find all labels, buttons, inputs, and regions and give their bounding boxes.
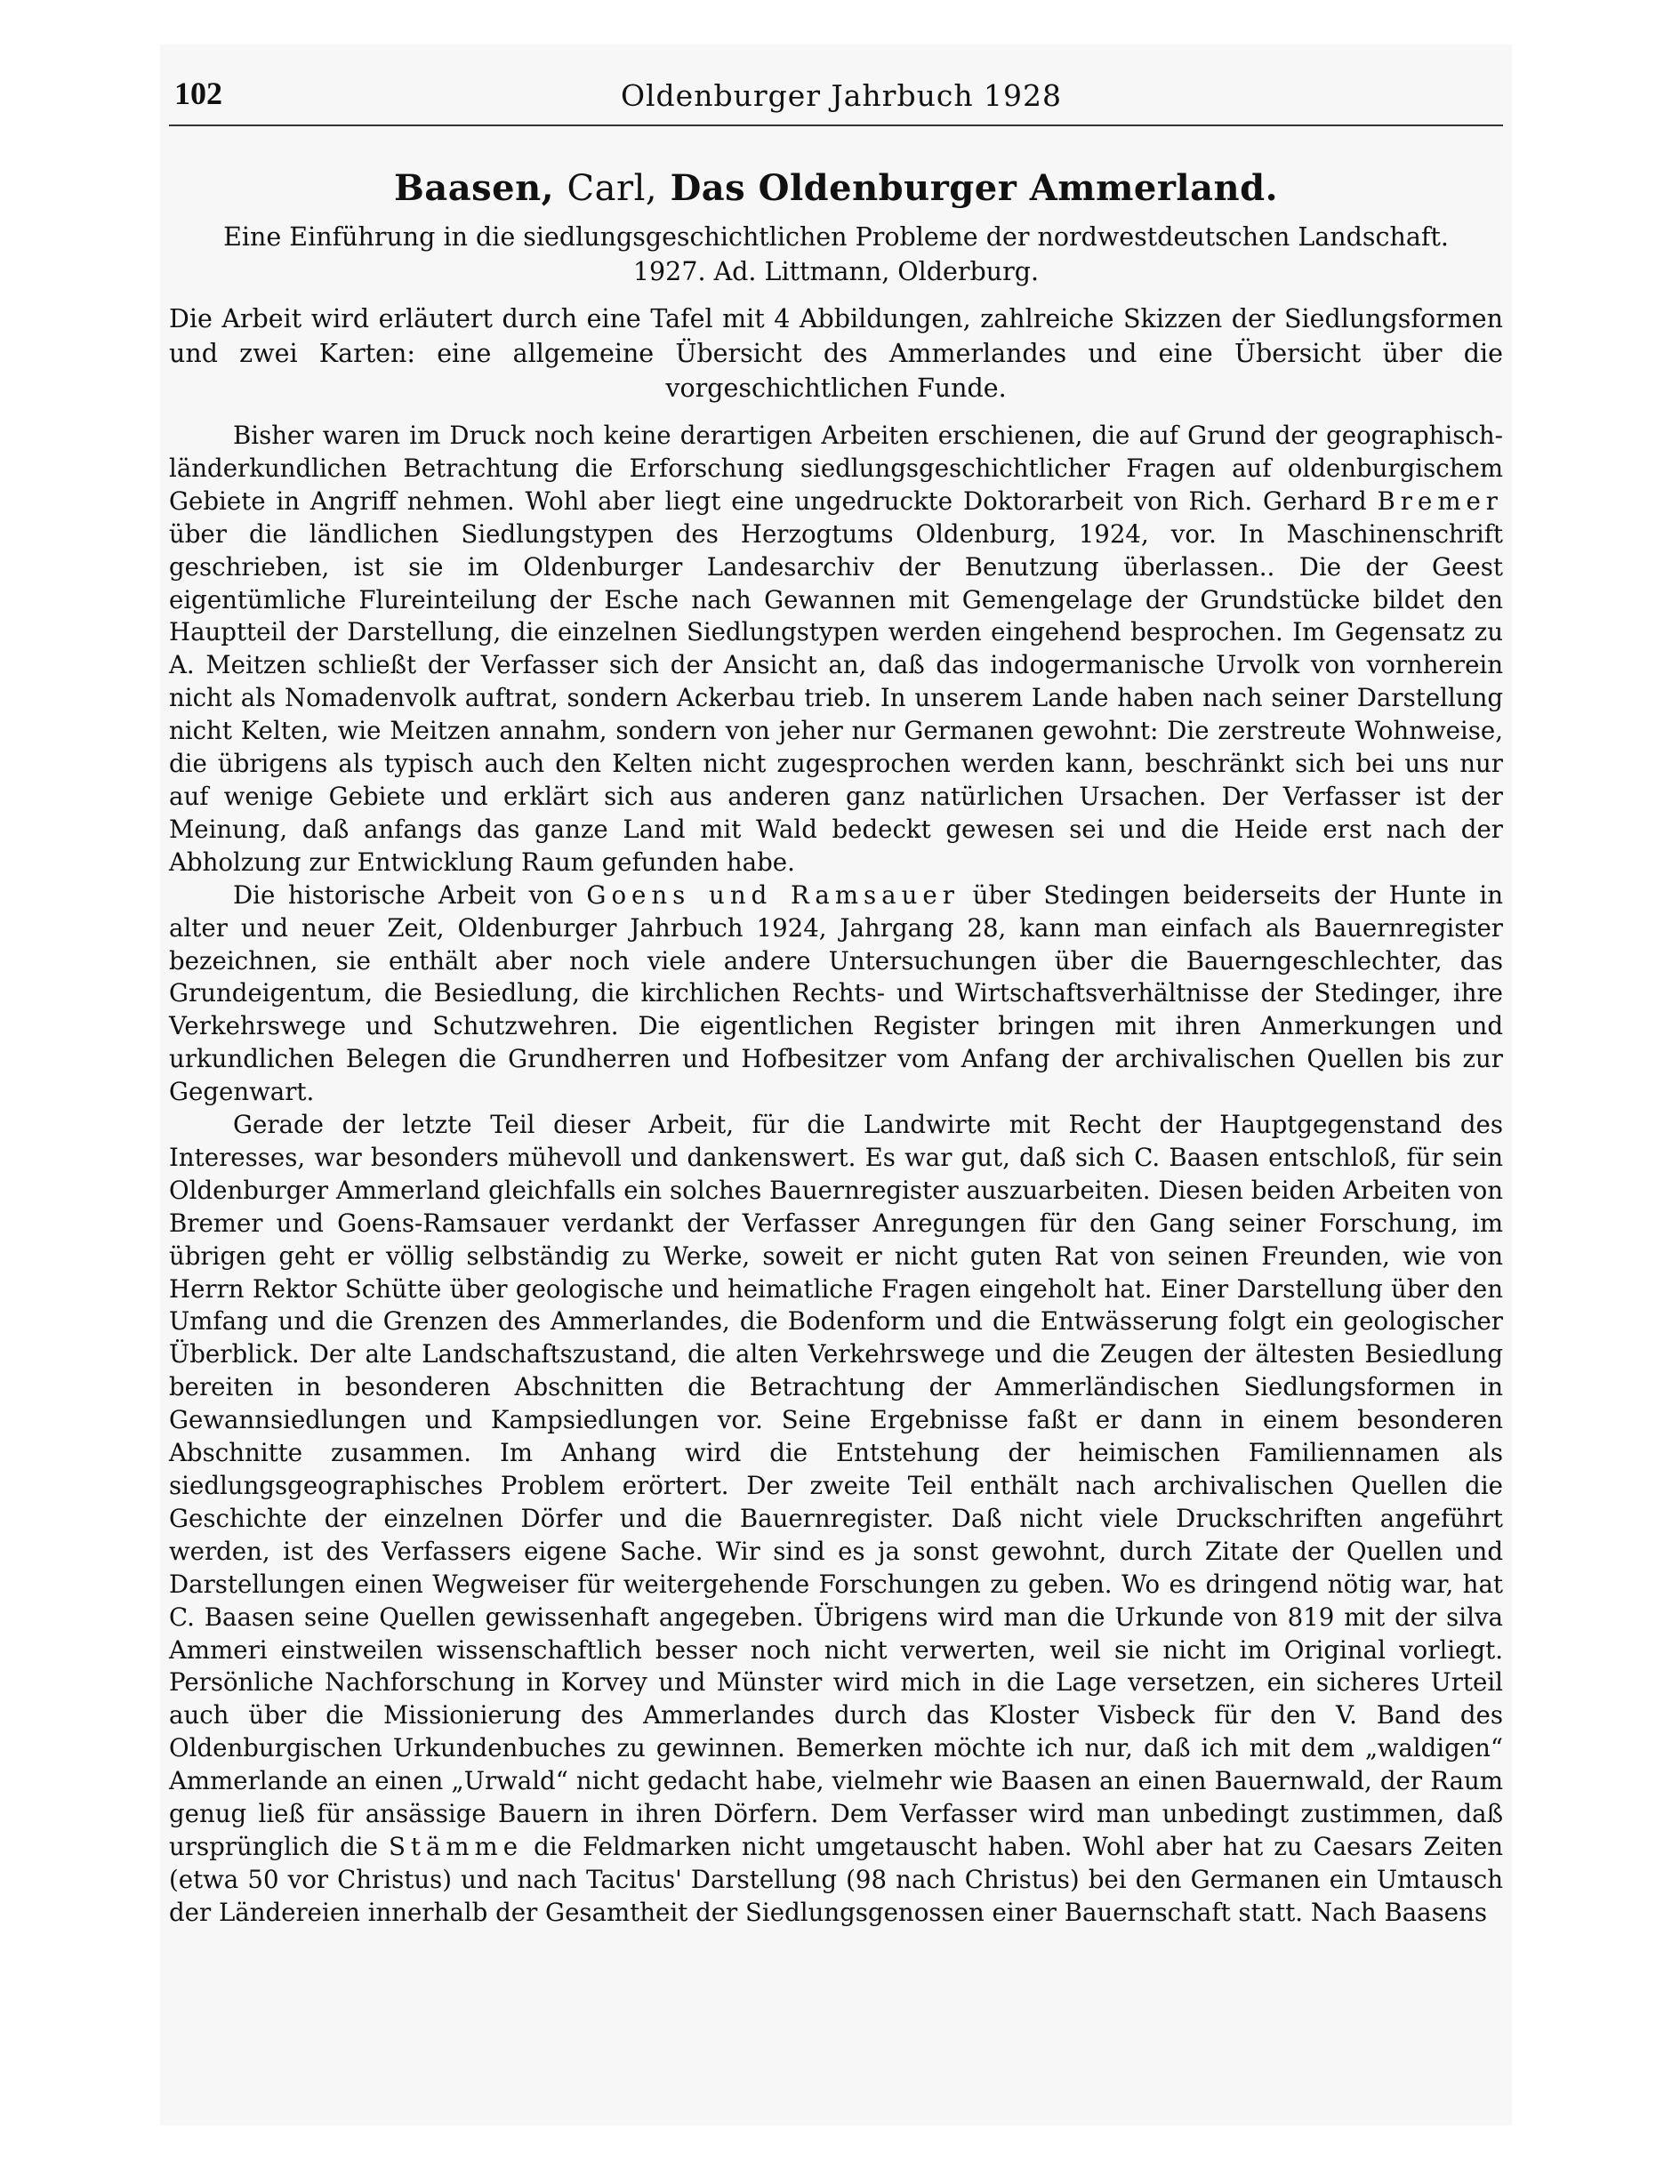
article-note: Die Arbeit wird erläutert durch eine Tafel mit 4 Abbildungen, zahlreiche Skizzen der Siedlungsformen und zwei Karten: eine allgemeine Übersicht des Ammerlandes und eine Übersicht über die vorgeschichtlichen Funde.: [169, 304, 1503, 403]
page-number: 102: [174, 76, 222, 111]
paragraph-3: [169, 1109, 1503, 1930]
work-title: Das Oldenburger Ammerland.: [670, 167, 1279, 209]
spaced-word-staemme: Stämme: [388, 1831, 524, 1861]
paragraph-2: [169, 879, 1503, 1109]
paragraph-3-text-b: die Feldmarken nicht umgetauscht haben. Wohl aber hat zu Caesars Zeiten (etwa 50 vor Christus) und nach Tacitus' Darstellung (98 nach Christus) bei den Germanen ein Umtausch der Ländereien innerhalb der Gesamtheit der Siedlungsgenossen einer Bauernschaft statt. Nach Baasens: [169, 1831, 1504, 1927]
running-title: Oldenburger Jahrbuch 1928: [620, 78, 1063, 113]
paragraph-1: [169, 420, 1503, 879]
paragraph-2-text-a: Die historische Arbeit von: [233, 879, 587, 910]
paragraph-2-text-b: über Stedingen beiderseits der Hunte in alter und neuer Zeit, Oldenburger Jahrbuch 1924, Jahrgang 28, kann man einfach als Bauernregister bezeichnen, sie enthält aber noch viele andere Untersuchungen über die Bauerngeschlechter, das Grundeigentum, die Besiedlung, die kirchlichen Rechts- und Wirtschaftsverhältnisse der Stedinger, ihre Verkehrswege und Schutzwehren. Die eigentlichen Register bringen mit ihren Anmerkungen und urkundlichen Belegen die Grundherren und Hofbesitzer vom Anfang der archivalischen Quellen bis zur Gegenwart.: [169, 879, 1504, 1107]
spaced-name-goens: Goens: [586, 879, 691, 910]
header-rule: [169, 124, 1503, 126]
spaced-name-bremer: Bremer: [1377, 486, 1503, 516]
spaced-name-ramsauer: Ramsauer: [791, 879, 960, 910]
article-subtitle: Eine Einführung in die siedlungsgeschichtlichen Probleme der nordwestdeutschen Landschaft. 1927. Ad. Littmann, Olderburg.: [223, 222, 1449, 286]
article: [169, 160, 1503, 1930]
paragraph-1-text-b: über die ländlichen Siedlungstypen des Herzogtums Oldenburg, 1924, vor. In Maschinenschrift geschrieben, ist sie im Oldenburger Landesarchiv der Benutzung überlassen.. Die der Geest eigentümliche Flureinteilung der Esche nach Gewannen mit Gemengelage der Grundstücke bildet den Hauptteil der Darstellung, die einzelnen Siedlungstypen werden eingehend besprochen. Im Gegensatz zu A. Meitzen schließt der Verfasser sich der Ansicht an, daß das indogermanische Urvolk von vornherein nicht als Nomadenvolk auftrat, sondern Ackerbau trieb. In unserem Lande haben nach seiner Darstellung nicht Kelten, wie Meitzen annahm, sondern von jeher nur Germanen gewohnt: Die zerstreute Wohnweise, die übrigens als typisch auch den Kelten nicht zugesprochen werden kann, beschränkt sich bei uns nur auf wenige Gebiete und erklärt sich aus anderen ganz natürlichen Ursachen. Der Verfasser ist der Meinung, daß anfangs das ganze Land mit Wald bedeckt gewesen sei und die Heide erst nach der Abholzung zur Entwicklung Raum gefunden habe.: [169, 518, 1503, 877]
author-surname: Baasen,: [393, 167, 555, 209]
paragraph-3-text-a: Gerade der letzte Teil dieser Arbeit, für die Landwirte mit Recht der Hauptgegenstand des Interesses, war besonders mühevoll und dankenswert. Es war gut, daß sich C. Baasen entschloß, für sein Oldenburger Ammerland gleichfalls ein solches Bauernregister auszuarbeiten. Diesen beiden Arbeiten von Bremer und Goens-Ramsauer verdankt der Verfasser Anregungen für den Gang seiner Forschung, im übrigen geht er völlig selbständig zu Werke, soweit er nicht guten Rat von seinen Freunden, wie von Herrn Rektor Schütte über geologische und heimatliche Fragen eingeholt hat. Einer Darstellung über den Umfang und die Grenzen des Ammerlandes, die Bodenform und die Entwässerung folgt ein geologischer Überblick. Der alte Landschaftszustand, die alten Verkehrswege und die Zeugen der ältesten Besiedlung bereiten in besonderen Abschnitten die Betrachtung der Ammerländischen Siedlungsformen in Gewannsiedlungen und Kampsiedlungen vor. Seine Ergebnisse faßt er dann in einem besonderen Abschnitte zusammen. Im Anhang wird die Entstehung der heimischen Familiennamen als siedlungsgeographisches Problem erörtert. Der zweite Teil enthält nach archivalischen Quellen die Geschichte der einzelnen Dörfer und die Bauernregister. Daß nicht viele Druckschriften angeführt werden, ist des Verfassers eigene Sache. Wir sind es ja sonst gewohnt, durch Zitate der Quellen und Darstellungen einen Wegweiser für weitergehende Forschungen zu geben. Wo es dringend nötig war, hat C. Baasen seine Quellen gewissenhaft angegeben. Übrigens wird man die Urkunde von 819 mit der silva Ammeri einstweilen wissenschaftlich besser noch nicht verwerten, weil sie nicht im Original vorliegt. Persönliche Nachforschung in Korvey und Münster wird mich in die Lage versetzen, ein sicheres Urteil auch über die Missionierung des Ammerlandes durch das Kloster Visbeck für den V. Band des Oldenburgischen Urkundenbuches zu gewinnen. Bemerken möchte ich nur, daß ich mit dem „waldigen“ Ammerlande an einen „Urwald“ nicht gedacht habe, vielmehr wie Baasen an einen Bauernwald, der Raum genug ließ für ansässige Bauern in ihren Dörfern. Dem Verfasser wird man unbedingt zustimmen, daß ursprünglich die: [169, 1110, 1503, 1861]
author-given-name: Carl,: [567, 168, 658, 209]
article-title: [169, 167, 1503, 209]
page-header: [174, 75, 1508, 119]
paragraph-1-text-a: Bisher waren im Druck noch keine derartigen Arbeiten erschienen, die auf Grund der geographisch-länderkundlichen Betrachtung die Erforschung siedlungsgeschichtlicher Fragen auf oldenburgischem Gebiete in Angriff nehmen. Wohl aber liegt eine ungedruckte Doktorarbeit von Rich. Gerhard: [169, 421, 1503, 516]
spaced-word-und: und: [690, 879, 791, 910]
